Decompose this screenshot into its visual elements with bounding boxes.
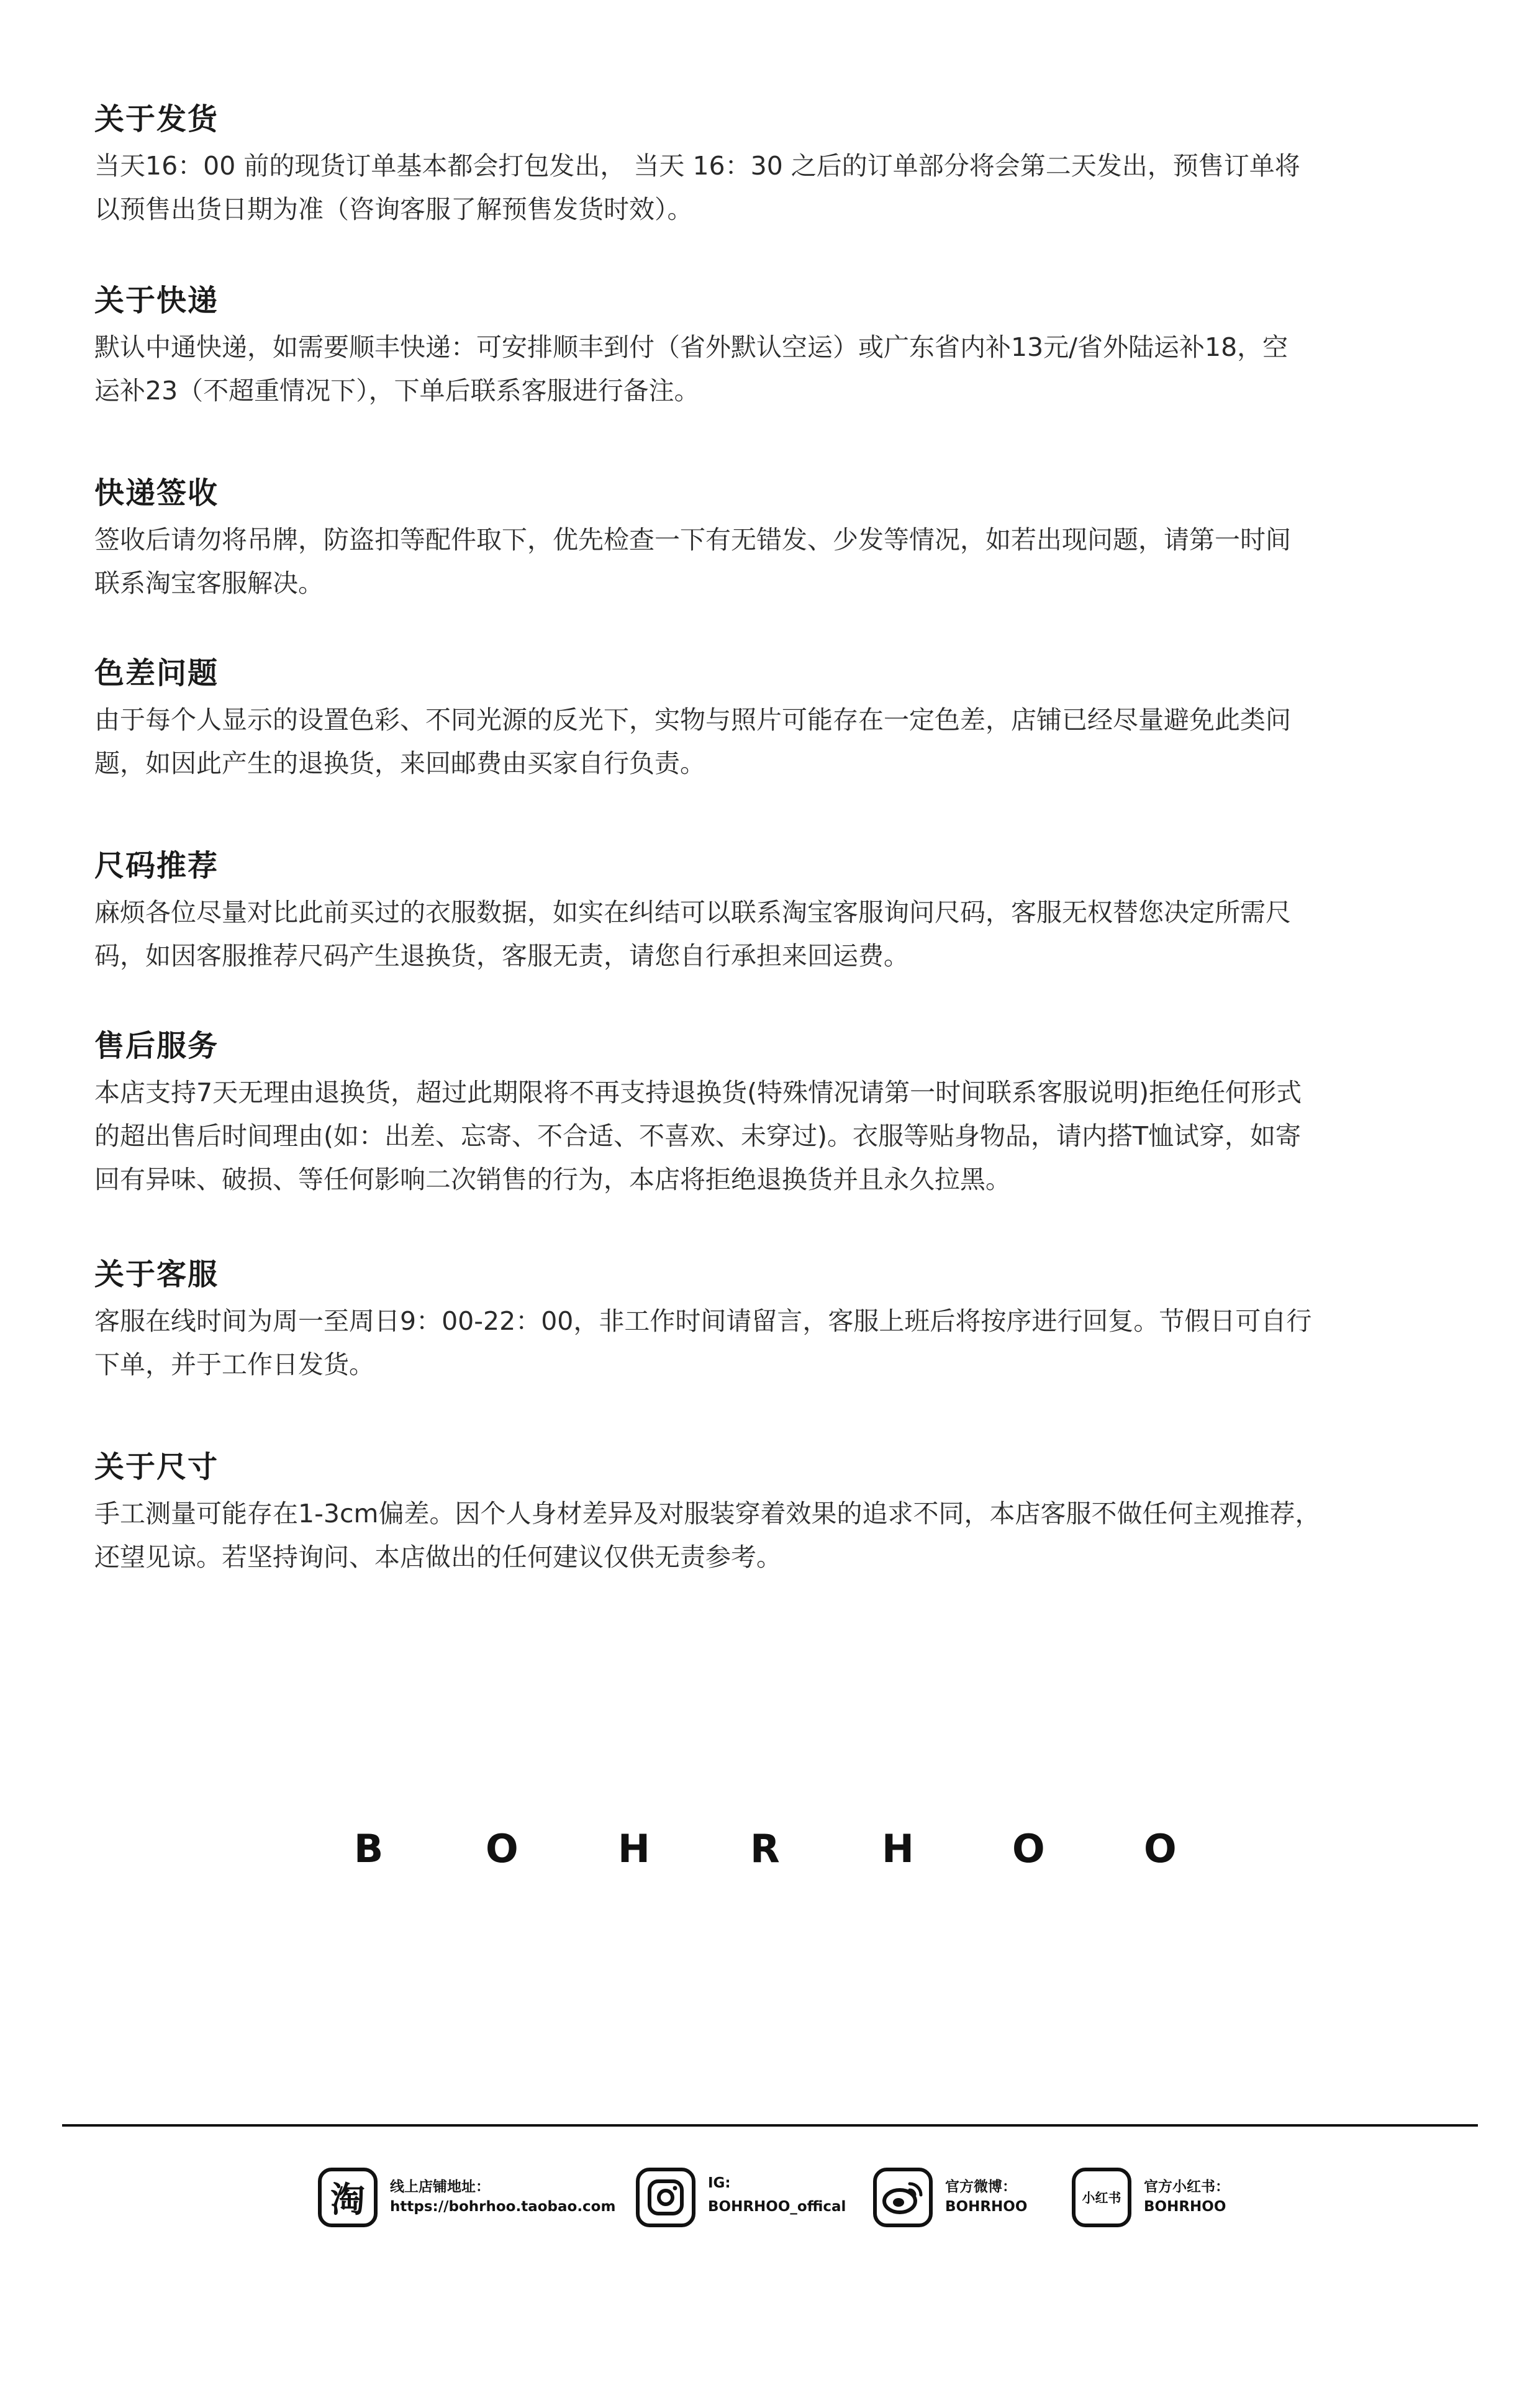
section-customer-service bbox=[94, 1255, 1448, 1386]
section-measurements bbox=[94, 1447, 1448, 1579]
section-title: 关于尺寸 bbox=[94, 1450, 219, 1484]
section-body: 客服在线时间为周一至周日9：00-22：00，非工作时间请留言，客服上班后将按序进行回复。节假日可自行 下单，并于工作日发货。 bbox=[94, 1306, 1312, 1379]
section-body: 签收后请勿将吊牌，防盗扣等配件取下，优先检查一下有无错发、少发等情况，如若出现问题，请第一时间 联系淘宝客服解决。 bbox=[94, 525, 1291, 598]
brand-letter: O bbox=[486, 1826, 519, 1871]
contact-label: 官方微博： bbox=[945, 2179, 1017, 2195]
brand-letter: O bbox=[1144, 1826, 1177, 1871]
contact-label: IG: bbox=[708, 2175, 731, 2191]
xiaohongshu-icon: 小红书 bbox=[1072, 2168, 1131, 2227]
section-title: 快递签收 bbox=[94, 476, 219, 511]
section-shipping bbox=[94, 99, 1448, 231]
section-title: 关于发货 bbox=[94, 102, 219, 137]
brand-letter: B bbox=[354, 1826, 384, 1871]
brand-letter: H bbox=[618, 1826, 650, 1871]
section-after-sales bbox=[94, 1026, 1448, 1201]
section-body: 麻烦各位尽量对比此前买过的衣服数据，如实在纠结可以联系淘宝客服询问尺码，客服无权替您决定所需尺 码，如因客服推荐尺码产生退换货，客服无责，请您自行承担来回运费。 bbox=[94, 897, 1291, 971]
contact-value[interactable]: BOHRHOO bbox=[1144, 2199, 1226, 2215]
brand-letter: O bbox=[1012, 1826, 1045, 1871]
taobao-icon: 淘 bbox=[318, 2168, 378, 2227]
section-size-recommendation bbox=[94, 846, 1448, 978]
section-title: 售后服务 bbox=[94, 1029, 219, 1063]
section-title: 关于快递 bbox=[94, 283, 219, 318]
contact-label: 官方小红书： bbox=[1144, 2179, 1230, 2195]
section-body: 手工测量可能存在1-3cm偏差。因个人身材差异及对服装穿着效果的追求不同，本店客服不做任何主观推荐， 还望见谅。若坚持询问、本店做出的任何建议仅供无责参考。 bbox=[94, 1499, 1321, 1572]
section-body: 默认中通快递，如需要顺丰快递：可安排顺丰到付（省外默认空运）或广东省内补13元/省外陆运补18，空 运补23（不超重情况下），下单后联系客服进行备注。 bbox=[94, 332, 1289, 406]
contact-value[interactable]: BOHRHOO bbox=[945, 2199, 1028, 2215]
brand-letter: R bbox=[750, 1826, 780, 1871]
section-delivery-receipt bbox=[94, 473, 1448, 605]
section-title: 色差问题 bbox=[94, 656, 219, 691]
section-body: 本店支持7天无理由退换货，超过此期限将不再支持退换货(特殊情况请第一时间联系客服说明)拒绝任何形式 的超出售后时间理由(如：出差、忘寄、不合适、不喜欢、未穿过)。衣服等贴身物品，请内搭T恤试穿，如寄 回有异味、破损、等任何影响二次销售的行为，本店将拒绝退换货并且永久拉黑。 bbox=[94, 1078, 1302, 1194]
section-body: 由于每个人显示的设置色彩、不同光源的反光下，实物与照片可能存在一定色差，店铺已经尽量避免此类问 题，如因此产生的退换货，来回邮费由买家自行负责。 bbox=[94, 705, 1291, 778]
section-color-difference bbox=[94, 653, 1448, 785]
weibo-icon bbox=[873, 2168, 933, 2227]
contact-label: 线上店铺地址： bbox=[390, 2179, 490, 2195]
contact-value[interactable]: BOHRHOO_offical bbox=[708, 2199, 846, 2215]
section-courier bbox=[94, 281, 1448, 412]
brand-letter: H bbox=[882, 1826, 914, 1871]
instagram-icon bbox=[636, 2168, 695, 2227]
footer-divider bbox=[62, 2124, 1478, 2127]
section-title: 关于客服 bbox=[94, 1257, 219, 1292]
section-body: 当天16：00 前的现货订单基本都会打包发出， 当天 16：30 之后的订单部分将会第二天发出，预售订单将 以预售出货日期为准（咨询客服了解预售发货时效）。 bbox=[94, 151, 1300, 224]
contact-value[interactable]: https://bohrhoo.taobao.com bbox=[390, 2199, 616, 2215]
section-title: 尺码推荐 bbox=[94, 848, 219, 883]
brand-logo bbox=[0, 1826, 1540, 1876]
